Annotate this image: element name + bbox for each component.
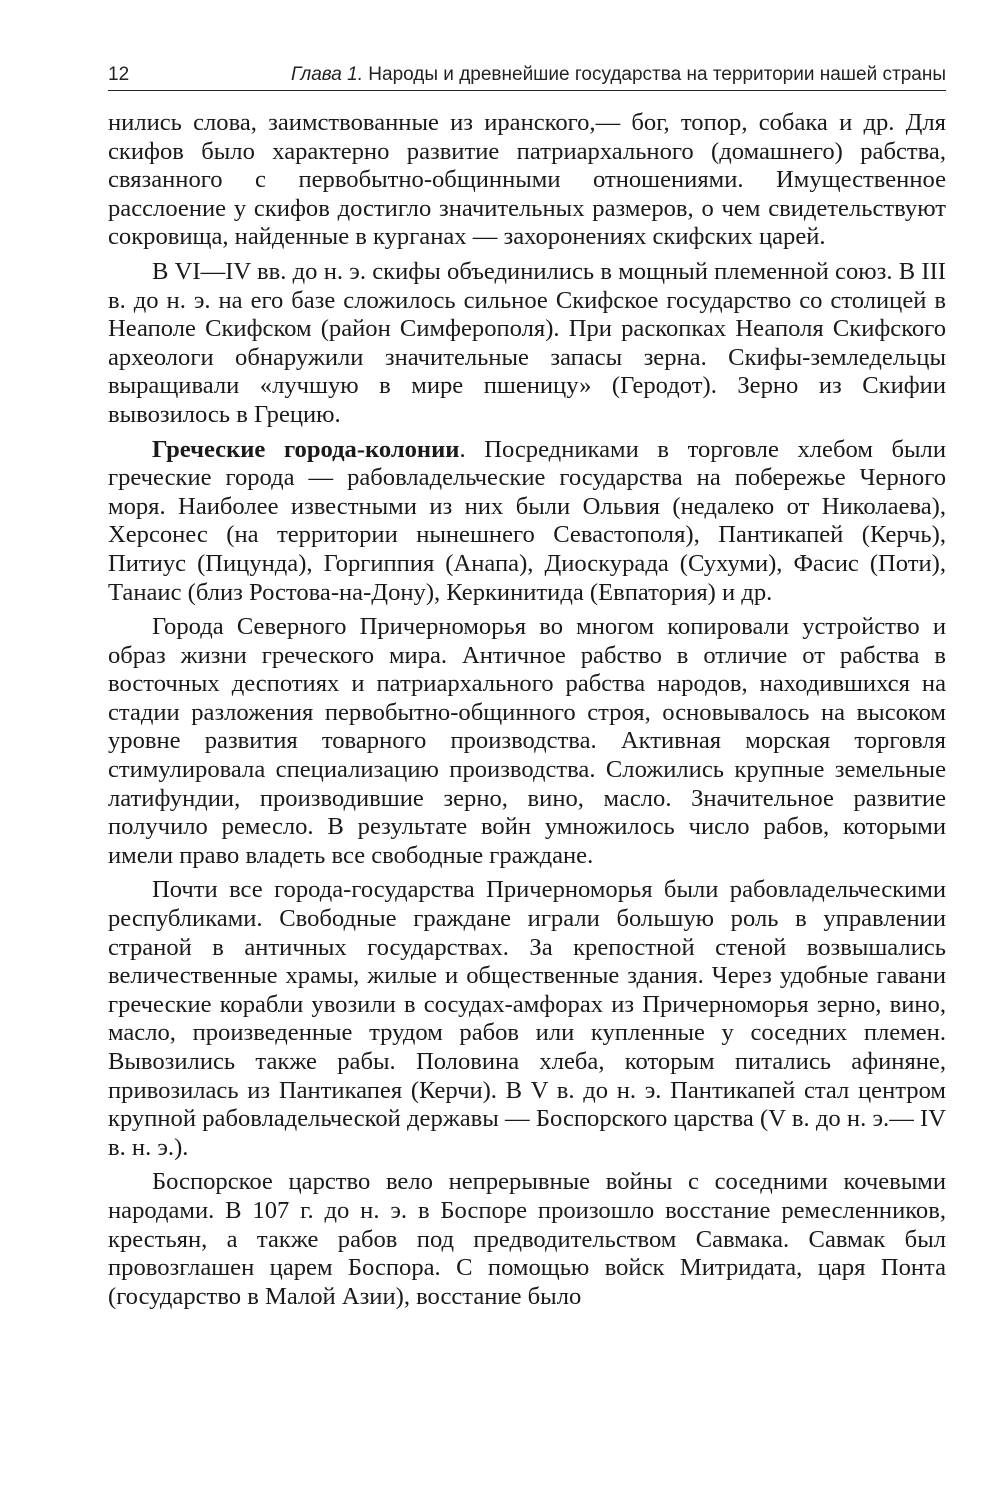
book-page (108, 62, 946, 1317)
chapter-title-text: Народы и древнейшие государства на территории нашей страны (363, 64, 946, 85)
paragraph: В VI—IV вв. до н. э. скифы объединились в мощный племенной союз. В III в. до н. э. на его базе сложилось сильное Скифское государство со столицей в Неаполе Скифском (район Симферополя). При раскопках Неаполя Скифского археологи обнаружили значительные запасы зерна. Скифы-земледельцы выращивали «лучшую в мире пшеницу» (Геродот). Зерно из Скифии вывозилось в Грецию. (108, 257, 946, 428)
paragraph: Почти все города-государства Причерноморья были рабовладельческими республиками. Свободные граждане играли большую роль в управлении страной в античных государствах. За крепостной стеной возвышались величественные храмы, жилые и общественные здания. Через удобные гавани греческие корабли увозили в сосудах-амфорах из Причерноморья зерно, вино, масло, произведенные трудом рабов или купленные у соседних племен. Вывозились также рабы. Половина хлеба, которым питались афиняне, привозилась из Пантикапея (Керчи). В V в. до н. э. Пантикапей стал центром крупной рабовладельческой державы — Боспорского царства (V в. до н. э.— IV в. н. э.). (108, 876, 946, 1161)
chapter-label: Глава 1. (291, 64, 363, 85)
paragraph-text: . Посредниками в торговле хлебом были греческие города — рабовладельческие государства на побережье Черного моря. Наиболее известными из них были Ольвия (недалеко от Николаева), Херсонес (на территории нынешнего Севастополя), Пантикапей (Керчь), Питиус (Пицунда), Горгиппия (Анапа), Диоскурада (Сухуми), Фасис (Поти), Танаис (близ Ростова-на-Дону), Керкинитида (Евпатория) и др. (108, 435, 946, 606)
running-head (108, 62, 946, 91)
body-text (108, 109, 946, 1311)
paragraph: Города Северного Причерноморья во многом копировали устройство и образ жизни греческого мира. Античное рабство в отличие от рабства в восточных деспотиях и патриархального рабства народов, находившихся на стадии разложения первобытно-общинного строя, основывалось на высоком уровне развития товарного производства. Активная морская торговля стимулировала специализацию производства. Сложились крупные земельные латифундии, производившие зерно, вино, масло. Значительное развитие получило ремесло. В результате войн умножилось число рабов, которыми имели право владеть все свободные граждане. (108, 613, 946, 869)
chapter-title (291, 62, 946, 88)
section-heading: Греческие города-колонии (152, 435, 460, 463)
paragraph-continuation: нились слова, заимствованные из иранского,— бог, топор, собака и др. Для скифов было характерно развитие патриархального (домашнего) рабства, связанного с первобытно-общинными отношениями. Имущественное расслоение у скифов достигло значительных размеров, о чем свидетельствуют сокровища, найденные в курганах — захоронениях скифских царей. (108, 109, 946, 251)
paragraph-with-heading (108, 436, 946, 608)
page-number: 12 (108, 64, 130, 85)
paragraph: Боспорское царство вело непрерывные войны с соседними кочевыми народами. В 107 г. до н. э. в Боспоре произошло восстание ремесленников, крестьян, а также рабов под предводительством Савмака. Савмак был провозглашен царем Боспора. С помощью войск Митридата, царя Понта (государство в Малой Азии), восстание было (108, 1168, 946, 1310)
